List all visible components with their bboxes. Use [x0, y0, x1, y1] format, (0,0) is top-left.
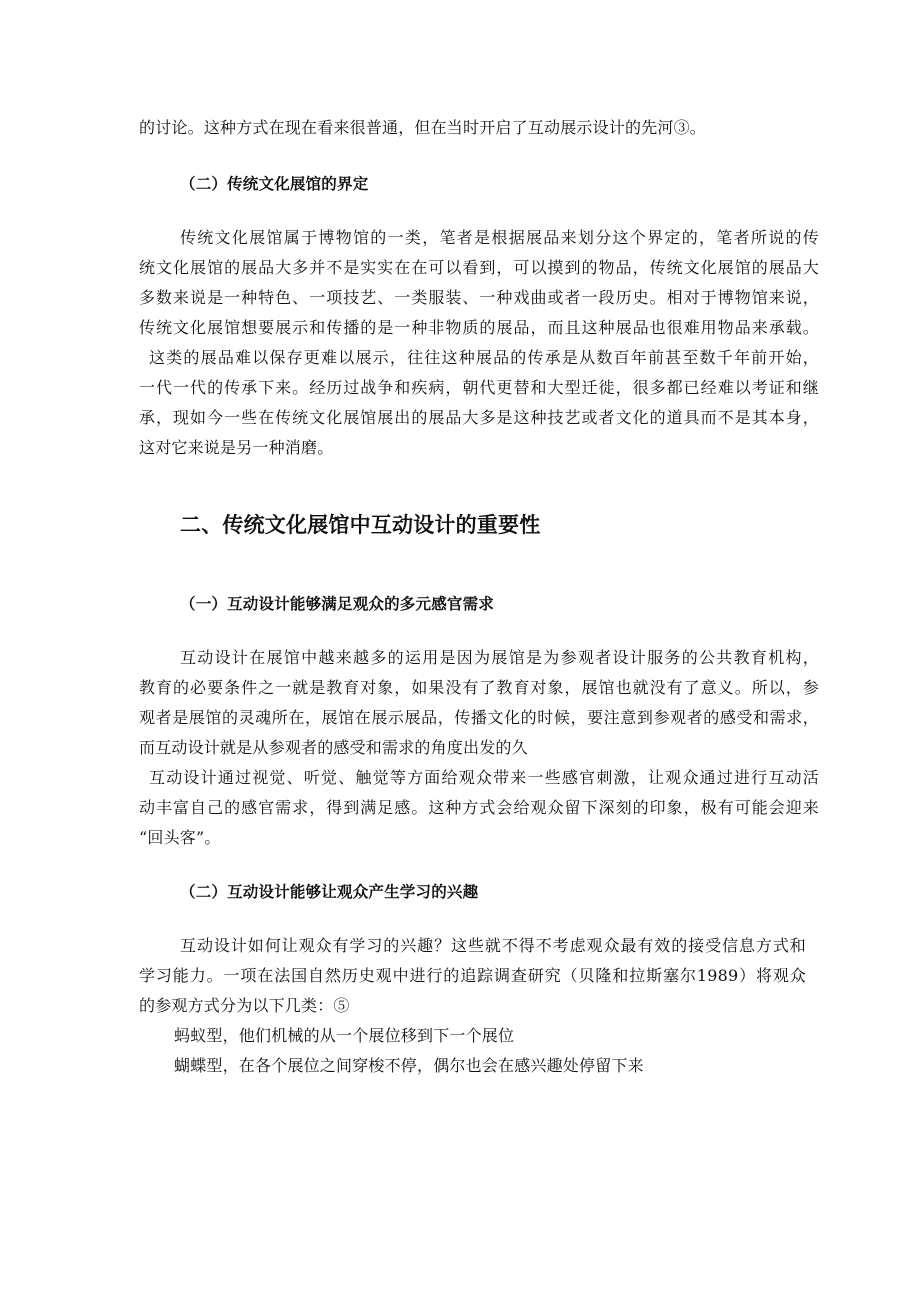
paragraph-line: 一代一代的传承下来。经历过战争和疾病，朝代更替和大型迁徙，很多都已经难以考证和继	[139, 378, 819, 397]
paragraph-line: 互动设计通过视觉、听觉、触觉等方面给观众带来一些感官刺激，让观众通过进行互动活	[149, 768, 819, 787]
paragraph-line: 的参观方式分为以下几类：⑤	[139, 996, 350, 1015]
paragraph-line: 动丰富自己的感官需求，得到满足感。这种方式会给观众留下深刻的印象，极有可能会迎来	[139, 798, 819, 817]
subsection-heading-multisensory-needs: （一）互动设计能够满足观众的多元感官需求	[180, 595, 495, 613]
subsection-heading-learning-interest: （二）互动设计能够让观众产生学习的兴趣	[180, 883, 479, 901]
paragraph-line: 承，现如今一些在传统文化展馆展出的展品大多是这种技艺或者文化的道具而不是其本身，	[139, 408, 819, 427]
paragraph-line: 互动设计在展馆中越来越多的运用是因为展馆是为参观者设计服务的公共教育机构，	[180, 648, 819, 667]
paragraph-line: 多数来说是一种特色、一项技艺、一类服装、一种戏曲或者一段历史。相对于博物馆来说，	[139, 288, 819, 307]
paragraph-line: 教育的必要条件之一就是教育对象，如果没有了教育对象，展馆也就没有了意义。所以，参	[139, 678, 819, 697]
paragraph-line: 互动设计如何让观众有学习的兴趣？这些就不得不考虑观众最有效的接受信息方式和	[180, 936, 806, 955]
paragraph-line: 学习能力。一项在法国自然历史观中进行的追踪调查研究（贝隆和拉斯塞尔1989）将观众	[139, 966, 806, 985]
paragraph-line: 传统文化展馆想要展示和传播的是一种非物质的展品，而且这种展品也很难用物品来承载。	[139, 318, 819, 337]
paragraph-line: 这类的展品难以保存更难以展示，往往这种展品的传承是从数百年前甚至数千年前开始，	[149, 348, 819, 367]
paragraph-line: 观者是展馆的灵魂所在，展馆在展示展品，传播文化的时候，要注意到参观者的感受和需求，	[139, 708, 819, 727]
paragraph-line: 传统文化展馆属于博物馆的一类，笔者是根据展品来划分这个界定的，笔者所说的传	[180, 228, 819, 247]
paragraph-line: 这对它来说是另一种消磨。	[139, 438, 334, 457]
section-heading-traditional-culture-definition: （二）传统文化展馆的界定	[180, 175, 369, 193]
paragraph-line: 统文化展馆的展品大多并不是实实在在可以看到，可以摸到的物品，传统文化展馆的展品大	[139, 258, 819, 277]
section-heading-importance-of-interactive-design: 二、传统文化展馆中互动设计的重要性	[180, 513, 541, 537]
list-item: 蚂蚁型，他们机械的从一个展位移到下一个展位	[174, 1026, 515, 1045]
paragraph-line: “回头客”。	[139, 828, 221, 847]
intro-line: 的讨论。这种方式在现在看来很普通，但在当时开启了互动展示设计的先河③。	[139, 118, 707, 137]
paragraph-line: 而互动设计就是从参观者的感受和需求的角度出发的久	[139, 738, 528, 757]
list-item: 蝴蝶型，在各个展位之间穿梭不停，偶尔也会在感兴趣处停留下来	[174, 1056, 644, 1075]
